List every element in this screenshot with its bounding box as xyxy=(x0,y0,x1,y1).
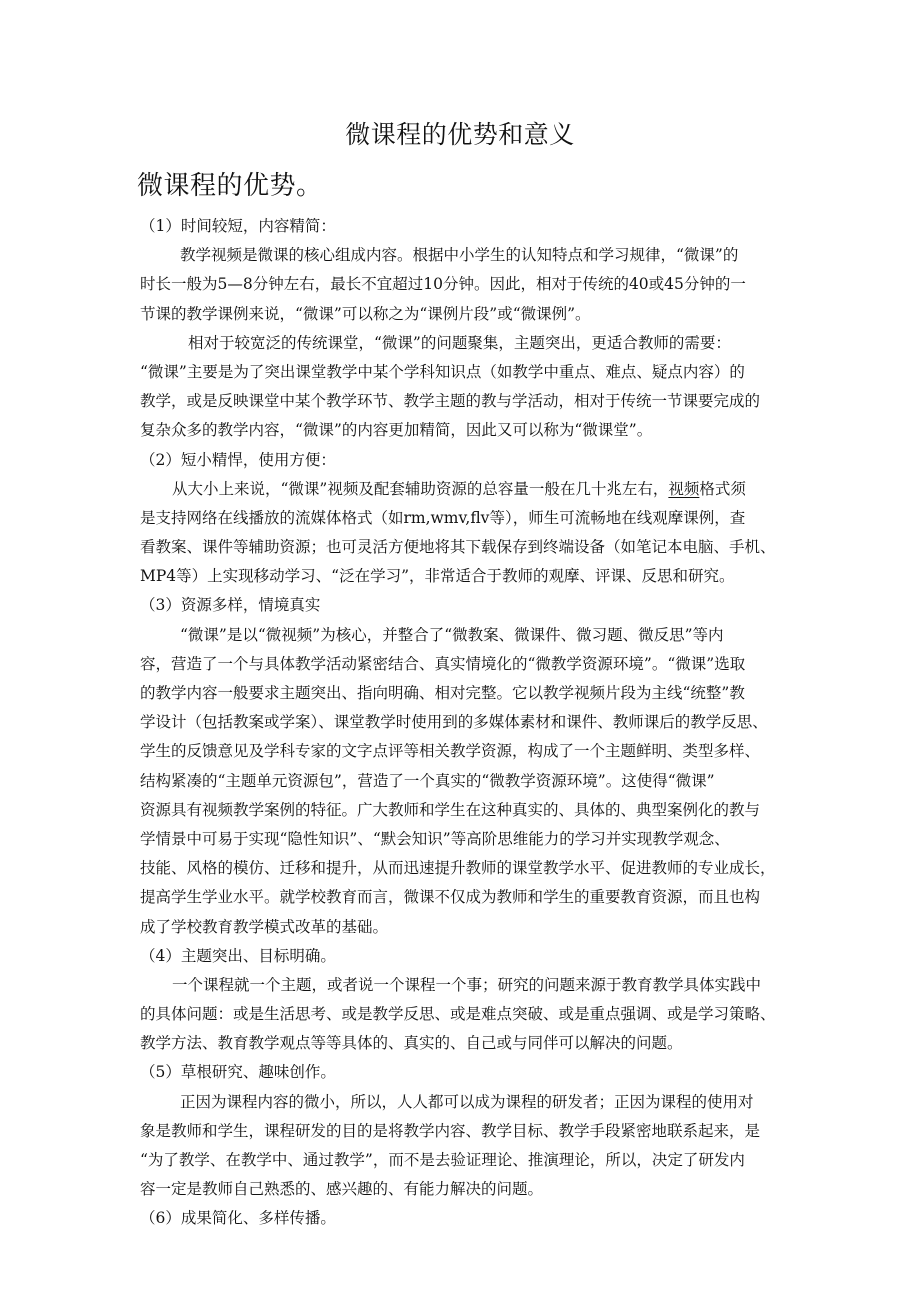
video-link[interactable]: 视频 xyxy=(668,479,700,498)
text-line: 提高学生学业水平。就学校教育而言，微课不仅成为教师和学生的重要教育资源，而且也构 xyxy=(140,888,761,907)
text-line: 学设计（包括教案或学案）、课堂教学时使用到的多媒体素材和课件、教师课后的教学反思、 xyxy=(140,713,768,732)
document-title: 微课程的优势和意义 xyxy=(345,120,575,149)
list-item-heading-3: （3）资源多样，情境真实 xyxy=(140,596,321,615)
text-line: 一个课程就一个主题，或者说一个课程一个事；研究的问题来源于教育教学具体实践中 xyxy=(172,975,762,994)
text-line: 学生的反馈意见及学科专家的文字点评等相关教学资源，构成了一个主题鲜明、类型多样、 xyxy=(140,742,761,761)
text-line: 结构紧凑的“主题单元资源包”，营造了一个真实的“微教学资源环境”。这使得“微课” xyxy=(140,771,715,790)
list-item-heading-5: （5）草根研究、趣味创作。 xyxy=(140,1063,336,1082)
list-item-heading-1: （1）时间较短，内容精简： xyxy=(140,217,336,235)
text-line xyxy=(140,475,792,504)
text-line: “为了教学、在教学中、通过教学”，而不是去验证理论、推演理论，所以，决定了研发内 xyxy=(140,1151,745,1169)
section-heading: 微课程的优势。 xyxy=(137,171,323,201)
list-item-heading-4: （4）主题突出、目标明确。 xyxy=(140,946,336,965)
text-line: 成了学校教育教学模式改革的基础。 xyxy=(140,917,389,936)
text-line: 容一定是教师自己熟悉的、感兴趣的、有能力解决的问题。 xyxy=(140,1180,544,1199)
text-line: 复杂众多的教学内容，“微课”的内容更加精简，因此又可以称为“微课堂”。 xyxy=(140,421,653,440)
list-item-heading-2: （2）短小精悍，使用方便： xyxy=(140,450,336,469)
text-line: 时长一般为5—8分钟左右，最长不宜超过10分钟。因此，相对于传统的40或45分钟的一 xyxy=(140,275,746,294)
paragraph-3 xyxy=(140,475,792,592)
text-line: 是支持网络在线播放的流媒体格式（如rm,wmv,flv等），师生可流畅地在线观摩课例，查 xyxy=(140,508,746,527)
text-line: 容，营造了一个与具体教学活动紧密结合、真实情境化的“微教学资源环境”。“微课”选取 xyxy=(140,654,746,673)
text-segment: 格式须 xyxy=(699,479,746,498)
paragraph-5 xyxy=(140,971,792,1059)
document-body xyxy=(140,212,792,1234)
text-line: 的具体问题：或是生活思考、或是教学反思、或是难点突破、或是重点强调、或是学习策略、 xyxy=(140,1005,776,1024)
text-line: 教学方法、教育教学观点等等具体的、真实的、自己或与同伴可以解决的问题。 xyxy=(140,1034,683,1053)
text-line: “微课”是以“微视频”为核心，并整合了“微教案、微课件、微习题、微反思”等内 xyxy=(180,625,724,644)
list-item-heading-6: （6）成果简化、多样传播。 xyxy=(140,1209,336,1228)
text-line: 教学，或是反映课堂中某个教学环节、教学主题的教与学活动，相对于传统一节课要完成的 xyxy=(140,392,761,411)
text-line: 看教案、课件等辅助资源；也可灵活方便地将其下载保存到终端设备（如笔记本电脑、手机、 xyxy=(140,538,776,557)
paragraph-1 xyxy=(140,241,792,329)
text-line: 资源具有视频教学案例的特征。广大教师和学生在这种真实的、具体的、典型案例化的教与 xyxy=(140,800,761,819)
paragraph-2 xyxy=(140,329,792,446)
paragraph-6 xyxy=(140,1088,792,1205)
text-line: “微课”主要是为了突出课堂教学中某个学科知识点（如教学中重点、难点、疑点内容）的 xyxy=(140,362,745,381)
text-segment: 从大小上来说，“微课”视频及配套辅助资源的总容量一般在几十兆左右， xyxy=(172,479,669,498)
paragraph-4 xyxy=(140,621,792,942)
text-line: 象是教师和学生，课程研发的目的是将教学内容、教学目标、教学手段紧密地联系起来，是 xyxy=(140,1121,761,1140)
text-line: 正因为课程内容的微小，所以，人人都可以成为课程的研发者；正因为课程的使用对 xyxy=(180,1092,754,1111)
text-line: 的教学内容一般要求主题突出、指向明确、相对完整。它以教学视频片段为主线“统整”教 xyxy=(140,684,745,702)
text-line: 相对于较宽泛的传统课堂，“微课”的问题聚集，主题突出，更适合教师的需要： xyxy=(188,333,731,352)
text-line: 节课的教学课例来说，“微课”可以称之为“课例片段”或“微课例”。 xyxy=(140,304,591,323)
text-line: MP4等）上实现移动学习、“泛在学习”，非常适合于教师的观摩、评课、反思和研究。 xyxy=(140,567,735,586)
text-line: 技能、风格的模仿、迁移和提升，从而迅速提升教师的课堂教学水平、促进教师的专业成长， xyxy=(140,859,776,878)
text-line: 学情景中可易于实现“隐性知识”、“默会知识”等高阶思维能力的学习并实现教学观念、 xyxy=(140,829,730,848)
text-line: 教学视频是微课的核心组成内容。根据中小学生的认知特点和学习规律，“微课”的 xyxy=(180,246,739,265)
